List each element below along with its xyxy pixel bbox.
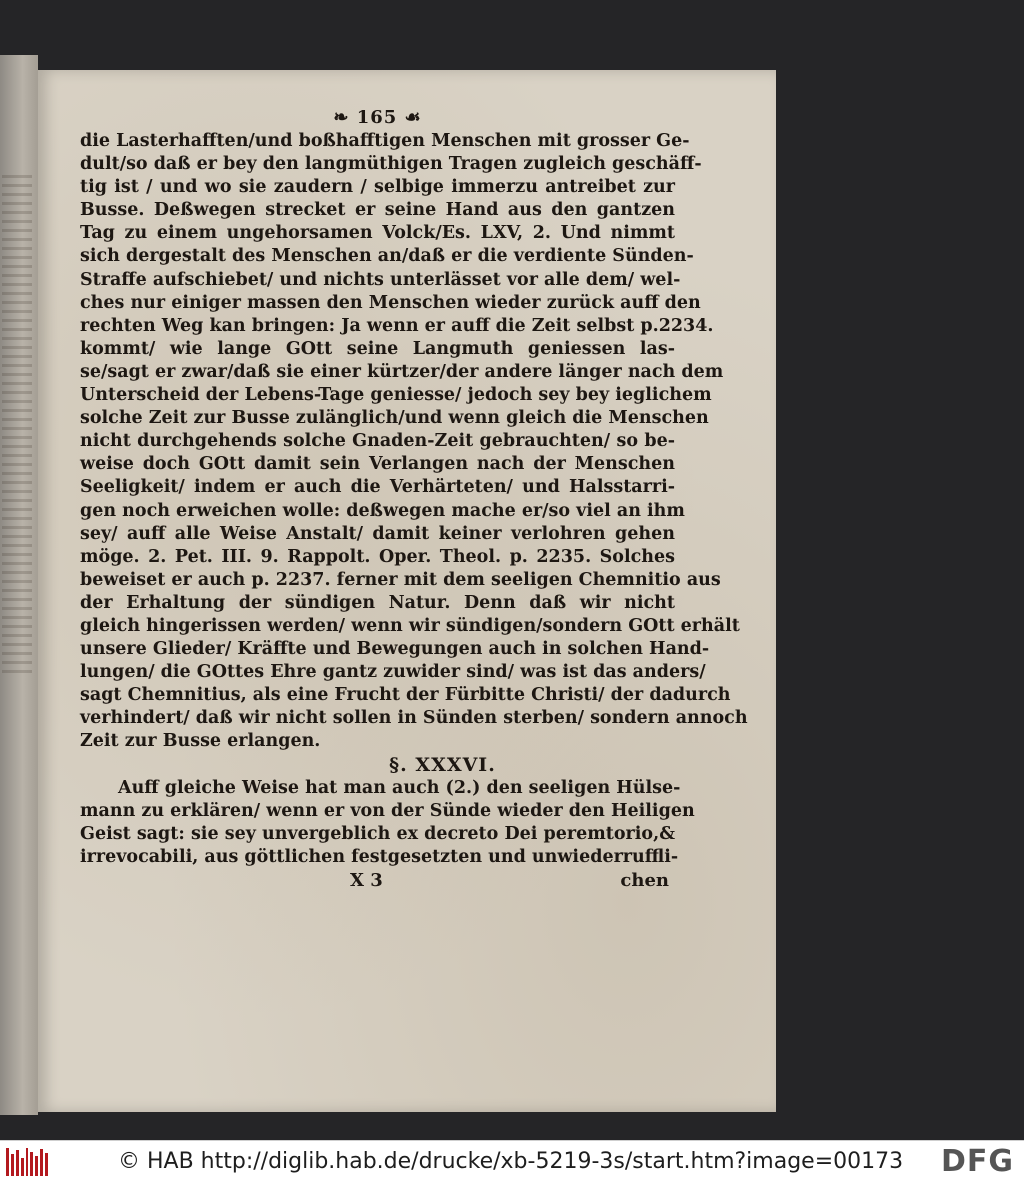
text-line: gen noch erweichen wolle: deßwegen mache er/so viel an ihm [80,500,685,521]
text-line: nicht durchgehends solche Gnaden-Zeit gebrauchten/ so be- [80,431,675,452]
text-line: möge. 2. Pet. III. 9. Rappolt. Oper. Theol. p. 2235. Solches [80,546,675,567]
text-line: tig ist / und wo sie zaudern / selbige immerzu antreibet zur [80,177,675,198]
text-line: solche Zeit zur Busse zulänglich/und wenn gleich die Menschen [80,408,709,429]
book-page [38,70,776,1112]
page-number-ornament-left: ❧ [333,107,357,128]
dfg-logo-icon[interactable]: DFG [940,1144,1014,1179]
page-number-ornament-right: ☙ [397,107,422,128]
text-line: Auff gleiche Weise hat man auch (2.) den seeligen Hülse- [118,777,681,798]
section-paragraph [80,777,695,869]
text-line: gleich hingerissen werden/ wenn wir sündigen/sondern GOtt erhält [80,615,740,636]
page-footer-line [80,869,675,892]
text-line: Straffe aufschiebet/ und nichts unterlässet vor alle dem/ wel- [80,269,681,290]
previous-page-edge [0,55,38,1115]
footer-bar [0,1140,1024,1183]
page-number-value: 165 [356,107,398,128]
section-heading: §. XXXVI. [389,753,496,776]
text-line: sey/ auff alle Weise Anstalt/ damit keiner verlohren gehen [80,523,675,544]
body-paragraph [80,130,748,754]
text-line: dult/so daß er bey den langmüthigen Tragen zugleich geschäff- [80,154,702,175]
page-text-block [80,106,748,892]
page-number [80,106,675,130]
text-line: verhindert/ daß wir nicht sollen in Sünden sterben/ sondern annoch [80,708,748,729]
copyright-link[interactable]: © HAB http://diglib.hab.de/drucke/xb-5219-3s/start.htm?image=00173 [118,1149,904,1174]
text-line: Seeligkeit/ indem er auch die Verhärteten/ und Halsstarri- [80,477,675,498]
text-line: die Lasterhafften/und boßhafftigen Menschen mit grosser Ge- [80,131,690,151]
catchword: chen [620,870,669,891]
text-line: Geist sagt: sie sey unvergeblich ex decreto Dei peremtorio,& [80,823,675,844]
text-line: Busse. Deßwegen strecket er seine Hand aus den gantzen [80,200,675,221]
text-line: unsere Glieder/ Kräffte und Bewegungen auch in solchen Hand- [80,639,710,660]
text-line: weise doch GOtt damit sein Verlangen nach der Menschen [80,454,675,475]
text-line: ches nur einiger massen den Menschen wieder zurück auff den [80,292,701,313]
text-line: sich dergestalt des Menschen an/daß er die verdiente Sünden- [80,246,694,267]
text-line: rechten Weg kan bringen: Ja wenn er auff die Zeit selbst p.2234. [80,315,714,336]
text-line: beweiset er auch p. 2237. ferner mit dem seeligen Chemnitio aus [80,569,721,590]
text-line: Zeit zur Busse erlangen. [80,731,321,752]
text-line: se/sagt er zwar/daß sie einer kürtzer/der andere länger nach dem [80,361,724,382]
text-line: Unterscheid der Lebens-Tage geniesse/ jedoch sey bey ieglichem [80,385,712,406]
text-line: Tag zu einem ungehorsamen Volck/Es. LXV, 2. Und nimmt [80,223,675,244]
signature-mark: X 3 [350,870,383,891]
text-line: lungen/ die GOttes Ehre gantz zuwider sind/ was ist das anders/ [80,662,706,683]
hab-logo-icon[interactable] [6,1148,48,1176]
text-line: der Erhaltung der sündigen Natur. Denn daß wir nicht [80,592,675,613]
text-line: mann zu erklären/ wenn er von der Sünde wieder den Heiligen [80,800,695,821]
text-line: sagt Chemnitius, als eine Frucht der Fürbitte Christi/ der dadurch [80,685,731,706]
previous-page-text-edge [2,175,32,675]
text-line: kommt/ wie lange GOtt seine Langmuth geniessen las- [80,338,675,359]
text-line: irrevocabili, aus göttlichen festgesetzten und unwiederruffli- [80,846,679,867]
